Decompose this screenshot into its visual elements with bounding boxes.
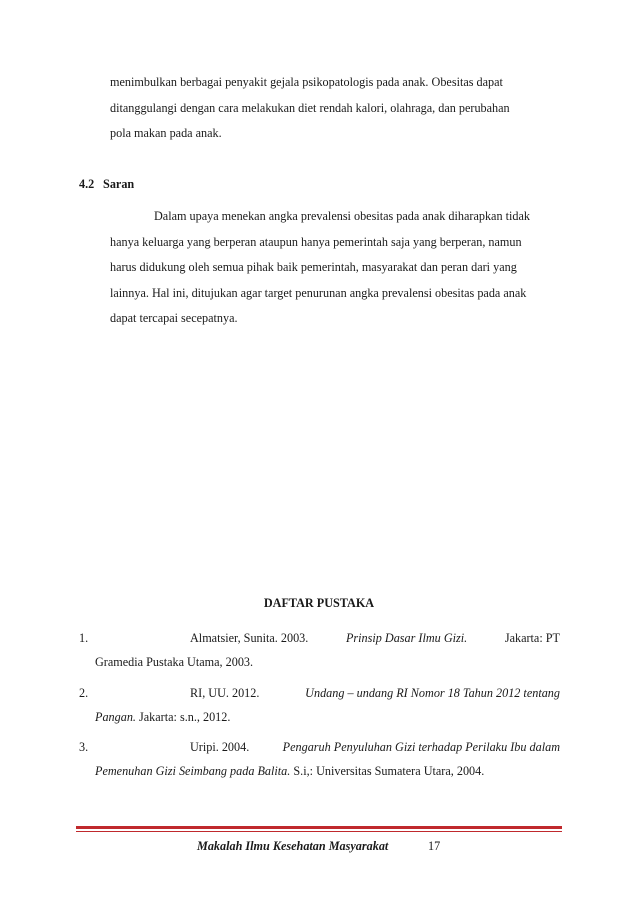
text-line: Dalam upaya menekan angka prevalensi obesitas pada anak diharapkan tidak bbox=[154, 209, 530, 223]
page-number: 17 bbox=[428, 839, 441, 853]
reference-item bbox=[79, 735, 560, 783]
reference-author: RI, UU. 2012. bbox=[190, 686, 260, 700]
reference-title: Prinsip Dasar Ilmu Gizi. bbox=[345, 631, 468, 645]
reference-number: 3. bbox=[79, 740, 89, 754]
reference-title: Undang – undang RI Nomor 18 Tahun 2012 tentang bbox=[305, 686, 560, 700]
text-line: harus didukung oleh semua pihak baik pemerintah, masyarakat dan peran dari yang bbox=[110, 260, 517, 274]
reference-title: Pengaruh Penyuluhan Gizi terhadap Perilaku Ibu dalam bbox=[282, 740, 560, 754]
reference-item bbox=[79, 626, 560, 674]
text-line: ditanggulangi dengan cara melakukan diet rendah kalori, olahraga, dan perubahan bbox=[110, 100, 510, 115]
reference-number: 2. bbox=[79, 686, 89, 700]
reference-publisher: Jakarta: s.n., 2012. bbox=[135, 710, 231, 724]
footer-rule bbox=[76, 826, 562, 832]
section-title: Saran bbox=[103, 177, 135, 191]
reference-author: Uripi. 2004. bbox=[190, 740, 250, 754]
text-line: menimbulkan berbagai penyakit gejala psikopatologis pada anak. Obesitas dapat bbox=[110, 75, 503, 89]
reference-publisher-cont: Gramedia Pustaka Utama, 2003. bbox=[95, 655, 254, 669]
section-number: 4.2 bbox=[79, 177, 95, 191]
bibliography-title: DAFTAR PUSTAKA bbox=[263, 596, 375, 610]
reference-item bbox=[79, 681, 560, 729]
text-line: hanya keluarga yang berperan ataupun hanya pemerintah saja yang berperan, namun bbox=[110, 234, 522, 249]
footer-title: Makalah Ilmu Kesehatan Masyarakat bbox=[197, 839, 389, 853]
text-line: pola makan pada anak. bbox=[110, 126, 222, 140]
reference-author: Almatsier, Sunita. 2003. bbox=[190, 631, 309, 645]
reference-publisher: S.i,: Universitas Sumatera Utara, 2004. bbox=[290, 764, 485, 778]
reference-title-cont: Pemenuhan Gizi Seimbang pada Balita. bbox=[95, 764, 291, 778]
section-heading bbox=[79, 177, 134, 192]
footer-rule-thin bbox=[76, 831, 562, 832]
text-line: dapat tercapai secepatnya. bbox=[110, 311, 238, 325]
paragraph-suggestion bbox=[110, 204, 560, 332]
footer-rule-thick bbox=[76, 826, 562, 829]
reference-publisher: Jakarta: PT bbox=[504, 631, 560, 645]
text-line: lainnya. Hal ini, ditujukan agar target penurunan angka prevalensi obesitas pada anak bbox=[110, 285, 527, 300]
reference-number: 1. bbox=[79, 631, 89, 645]
paragraph-conclusion bbox=[110, 70, 560, 147]
reference-title-cont: Pangan. bbox=[95, 710, 136, 724]
